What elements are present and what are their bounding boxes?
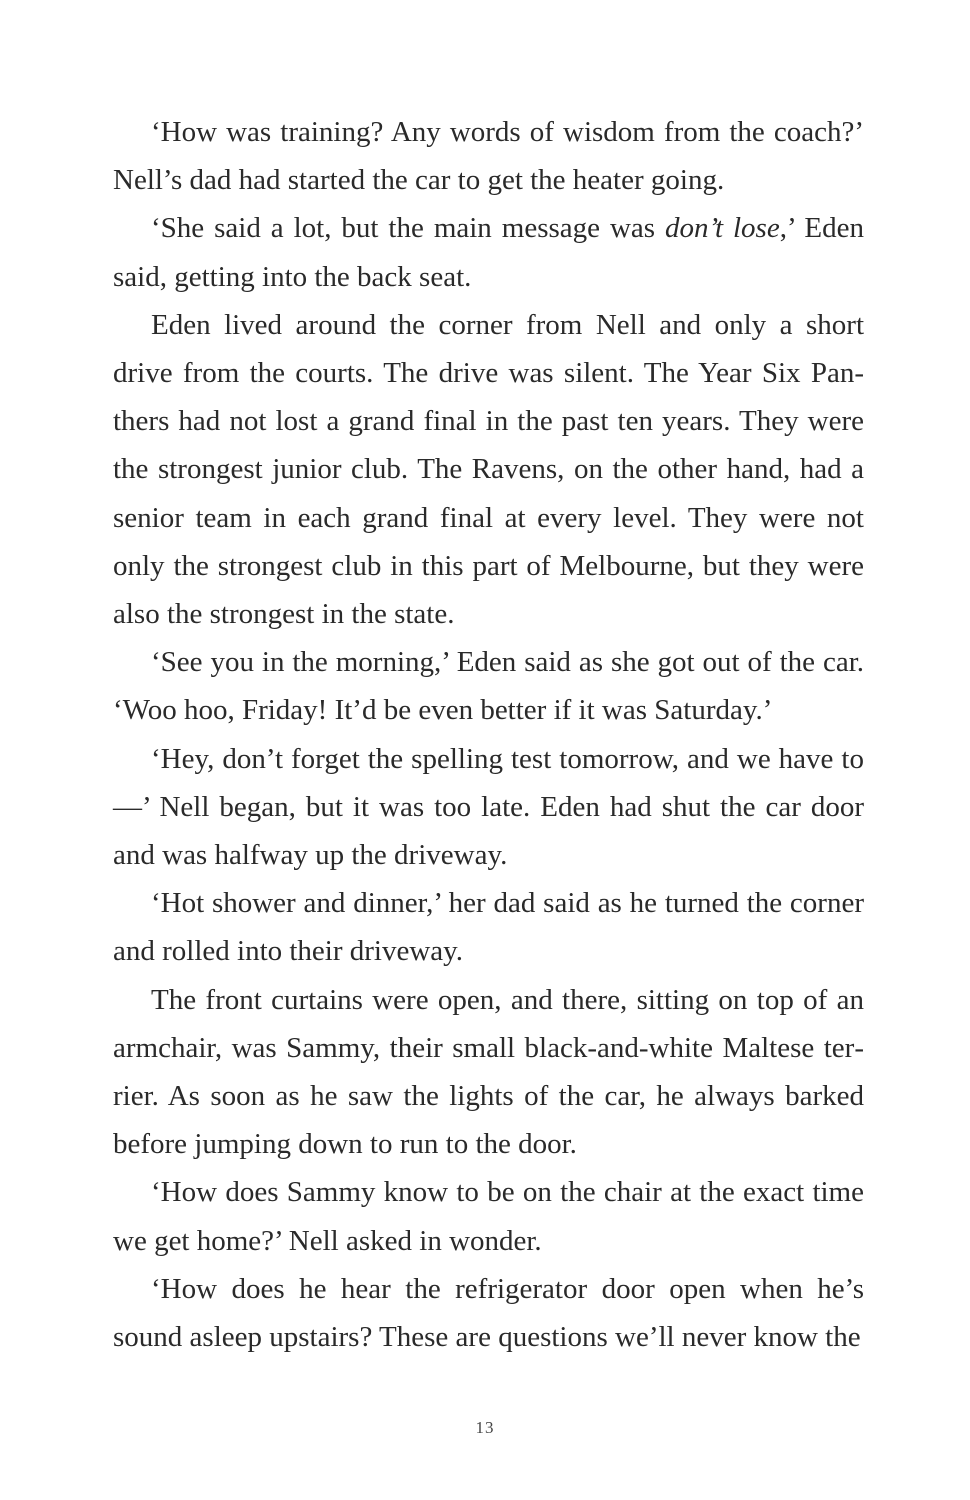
paragraph [113,638,864,734]
paragraph-text: The front curtains were open, and there, sitting on top of an armchair, was Sammy, their small black-and-white Maltese terrier. As soon as he saw the lights of the car, he always barked before jumping down to run to the door. [113,983,864,1161]
paragraph [113,301,864,638]
paragraph-text-continued: ,’ Eden said, getting into the back seat. [113,212,864,293]
paragraph-text: ‘Hey, don’t forget the spelling test tomorrow, and we have to—’ Nell began, but it was too late. Eden had shut the car door and was halfway up the driveway. [113,742,864,872]
page-number: 13 [475,1418,495,1437]
paragraph [113,1168,864,1264]
paragraph [113,879,864,975]
paragraph-italic-text: don’t lose [665,212,780,245]
paragraph [113,204,864,300]
paragraph-text: ‘See you in the morning,’ Eden said as she got out of the car. ‘Woo hoo, Friday! It’d be even better if it was Saturday.’ [113,646,864,727]
paragraph [113,108,864,204]
paragraph [113,976,864,1169]
paragraph-text: Eden lived around the corner from Nell and only a short drive from the courts. The drive was silent. The Year Six Panthers had not lost a grand final in the past ten years. They were the strongest junior club. The Ravens, on the other hand, had a senior team in each grand final at every level. They were not only the strongest club in this part of Melbourne, but they were also the strongest in the state. [113,308,864,631]
paragraph-text: ‘How was training? Any words of wisdom from the coach?’ Nell’s dad had started the car to get the heater going. [113,116,864,197]
paragraph-text: ‘How does Sammy know to be on the chair at the exact time we get home?’ Nell asked in wonder. [113,1176,864,1257]
paragraph-text: ‘How does he hear the refrigerator door open when he’s sound asleep upstairs? These are questions we’ll never know the [113,1272,864,1354]
paragraph [113,1265,864,1361]
paragraph-text: ‘She said a lot, but the main message was [151,212,666,245]
paragraph [113,735,864,880]
body-text [113,108,864,1361]
paragraph-text: ‘Hot shower and dinner,’ her dad said as he turned the corner and rolled into their driveway. [113,887,864,968]
